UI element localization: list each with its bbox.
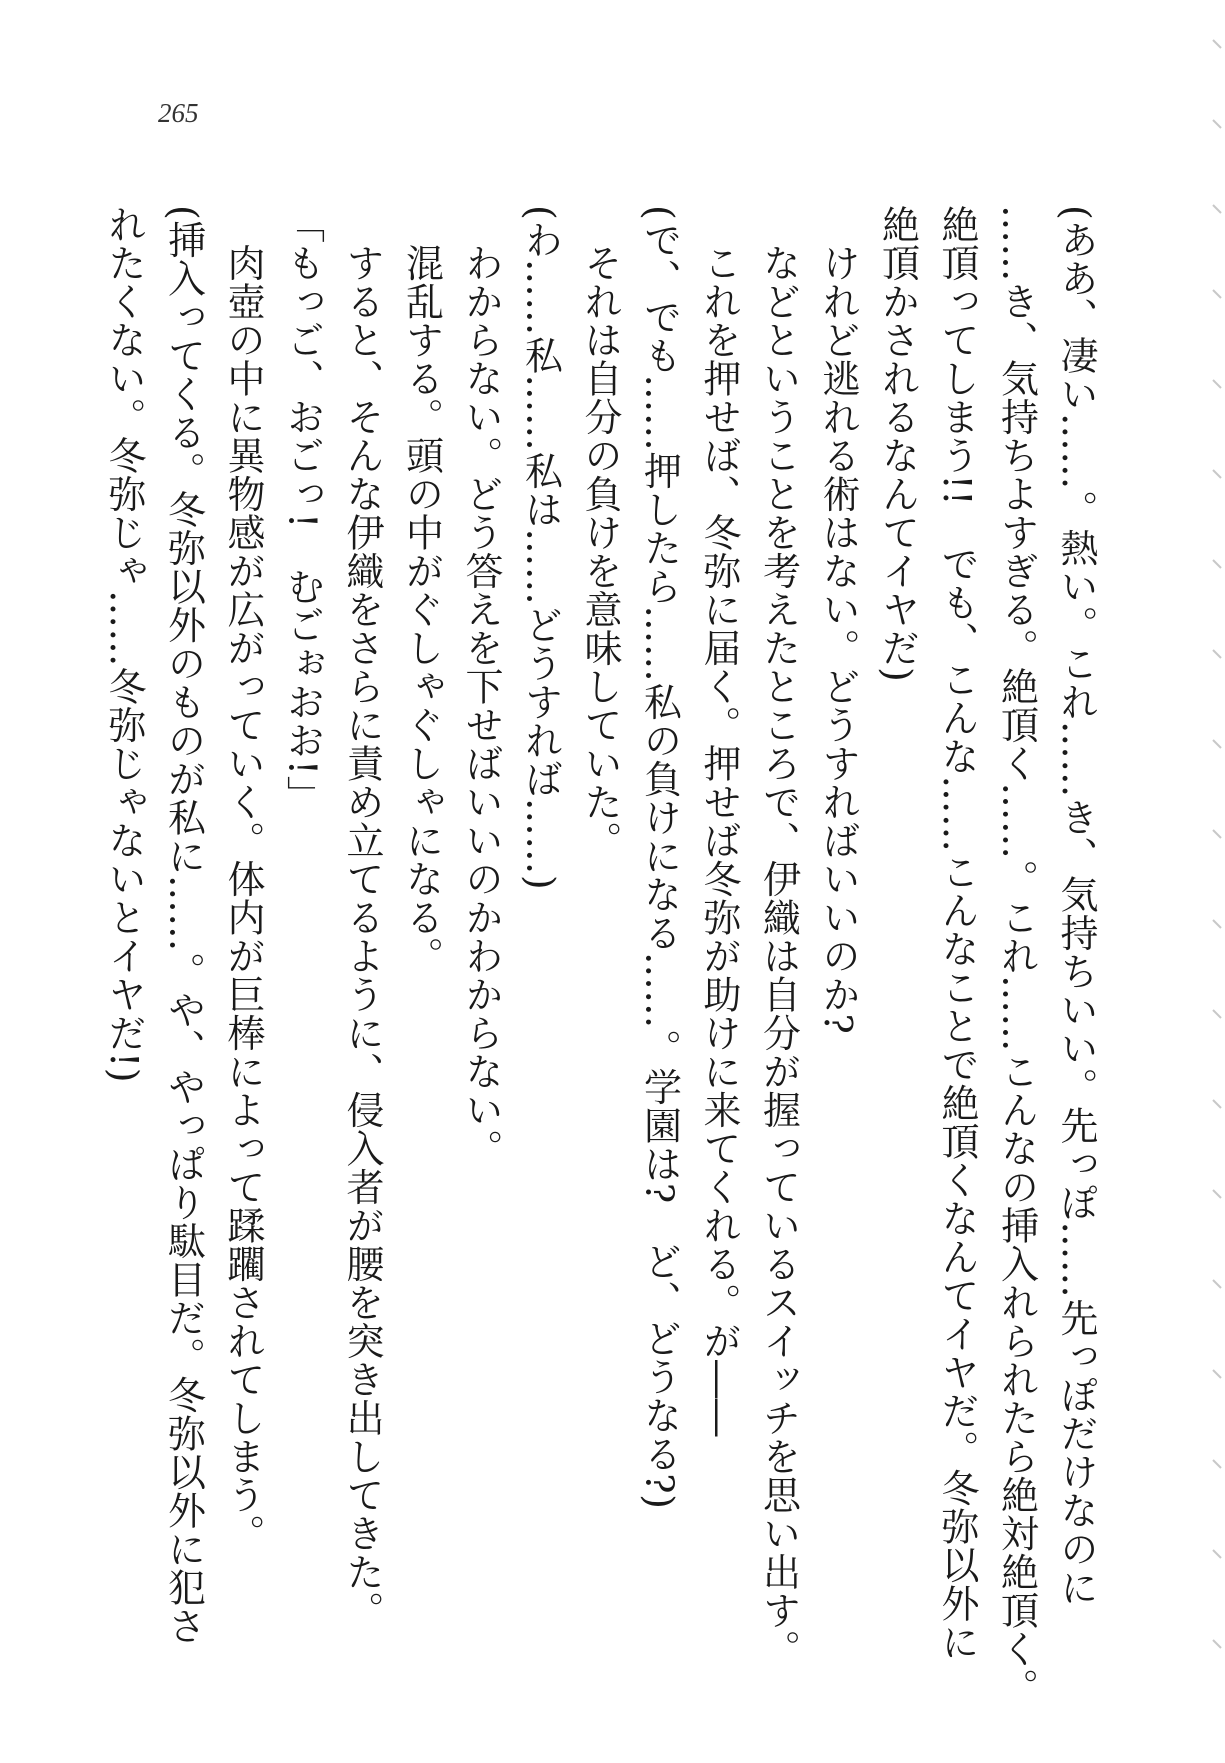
text-line: 絶頂かされるなんてイヤだ) (875, 205, 920, 683)
text-line: 肉壺の中に異物感が広がっていく。体内が巨棒によって蹂躙されてしまう。 (221, 205, 265, 1553)
page-number: 265 (158, 98, 199, 128)
text-line: 「もっご、おごっ! むごぉおお!」 (280, 205, 325, 815)
text-line: (わ……私……私は……どうすれば……) (518, 205, 563, 891)
text-line: (で、でも……押したら……私の負けになる……。学園は? ど、どうなる?) (637, 205, 682, 1510)
text-line: けれど逃れる術はない。どうすればいいのか? (816, 205, 860, 1035)
page-edge-marks (1195, 0, 1225, 1763)
text-line: などということを考えたところで、伊織は自分が握っているスイッチを思い出す。 (756, 205, 801, 1668)
text-line: 混乱する。頭の中がぐしゃぐしゃになる。 (399, 205, 444, 975)
text-line: それは自分の負けを意味していた。 (578, 205, 622, 860)
text-line: (挿入ってくる。冬弥以外のものが私に……。や、やっぱり駄目だ。冬弥以外に犯さ (161, 205, 206, 1645)
text-line: れたくない。冬弥じゃ……冬弥じゃないとイヤだ!) (102, 205, 146, 1084)
body-text (94, 205, 1106, 1707)
text-line: (ああ、凄い……。熱い。これ……き、気持ちいい。先っぽ……先っぽだけなのに (1054, 205, 1098, 1607)
text-line: これを押せば、冬弥に届く。押せば冬弥が助けに来てくれる。が―― (697, 205, 741, 1437)
text-line: すると、そんな伊織をさらに責め立てるように、侵入者が腰を突き出してきた。 (340, 205, 384, 1630)
text-line: わからない。どう答えを下せばいいのかわからない。 (459, 205, 503, 1168)
text-line: ……き、気持ちよすぎる。絶頂く……。これ……こんなの挿入れられたら絶対絶頂く。 (994, 205, 1039, 1707)
text-line: 絶頂ってしまう!! でも、こんな……こんなことで絶頂くなんてイヤだ。冬弥以外に (935, 205, 979, 1662)
